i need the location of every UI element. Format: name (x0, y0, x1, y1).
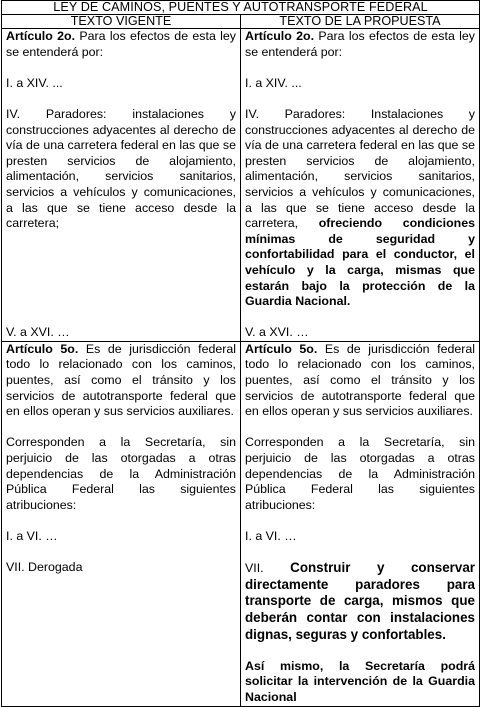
article-2-proposal-range-1: I. a XIV. ... (245, 75, 302, 90)
article-2-row (2, 29, 480, 342)
article-2-proposal-cell (241, 29, 480, 342)
article-5-proposal-added-text: Construir y conservar directamente paradores para transporte de carga, mismos que deberán contar con instalaciones dignas, seguras y confortables. (245, 560, 475, 642)
article-2-current-intro: Artículo 2o. Para los efectos de esta ley se entenderá por: (6, 29, 236, 59)
article-5-proposal-p1: Artículo 5o. Es de jurisdicción federal todo lo relacionado con los caminos, puentes, así como el tránsito y los servicios de autotransporte federal que en ellos operan y sus servicios auxiliares. (245, 341, 476, 419)
header-current-text: TEXTO VIGENTE (2, 15, 241, 29)
article-5-proposal-cell (241, 341, 480, 706)
article-5-proposal-range: I. a VI. … (245, 529, 297, 543)
comparison-table (1, 0, 480, 707)
article-5-row (2, 341, 480, 706)
article-5-current-p1: Artículo 5o. Es de jurisdicción federal todo lo relacionado con los caminos, puentes, así como el tránsito y los servicios de autotransporte federal que en ellos operan y sus servicios auxiliares. (6, 341, 237, 419)
article-2-current-range-1: I. a XIV. ... (6, 75, 63, 90)
article-2-proposal-fraction-iv: IV. Paradores: Instalaciones y construcciones adyacentes al derecho de vía de una carretera federal en las que se presten servicios de alojamiento, alimentación, servicios sanitarios, servicios a vehículos y comunicaciones, a las que se tiene acceso desde la carretera, ofreciendo condiciones mínimas de seguridad y confortabilidad para el conductor, el vehículo y la carga, mismas que estarán bajo la protección de la Guardia Nacional. (245, 106, 476, 309)
header-proposal-text: TEXTO DE LA PROPUESTA (241, 15, 480, 29)
article-2-proposal-range-2: V. a XVI. … (245, 325, 309, 340)
article-2-current-range-2: V. a XVI. … (6, 325, 70, 340)
article-2-current-fraction-iv: IV. Paradores: instalaciones y construcciones adyacentes al derecho de vía de una carretera federal en las que se presten servicios de alojamiento, alimentación, servicios sanitarios, servicios a vehículos y comunicaciones, a las que se tiene acceso desde la carretera; (6, 106, 236, 231)
document-page (1, 0, 479, 704)
article-5-proposal-last-paragraph: Así mismo, la Secretaría podrá solicitar la intervención de la Guardia Nacional (245, 658, 475, 704)
article-2-current-cell (2, 29, 241, 342)
article-5-current-cell (2, 341, 241, 706)
table-title: LEY DE CAMINOS, PUENTES Y AUTOTRANSPORTE FEDERAL (2, 1, 480, 15)
article-5-current-p2: Corresponden a la Secretaría, sin perjuicio de las otorgadas a otras dependencias de la Administración Pública Federal las siguientes atribuciones: (6, 435, 236, 512)
article-5-proposal-fraction-vii: VII. Construir y conservar directamente paradores para transporte de carga, mismos que deberán contar con instalaciones dignas, seguras y confortables. (245, 560, 475, 642)
article-5-current-fraction-vii: VII. Derogada (6, 560, 83, 575)
article-2-proposal-intro: Artículo 2o. Para los efectos de esta ley se entenderá por: (245, 29, 475, 59)
article-2-proposal-added-text: ofreciendo condiciones mínimas de seguridad y confortabilidad para el conductor, el vehículo y la carga, mismas que estarán bajo la protección de la Guardia Nacional. (245, 216, 476, 309)
article-5-proposal-p2: Corresponden a la Secretaría, sin perjuicio de las otorgadas a otras dependencias de la Administración Pública Federal las siguientes atribuciones: (245, 435, 475, 512)
article-5-current-range: I. a VI. … (6, 529, 58, 543)
header-row (2, 15, 480, 29)
title-row (2, 1, 480, 15)
